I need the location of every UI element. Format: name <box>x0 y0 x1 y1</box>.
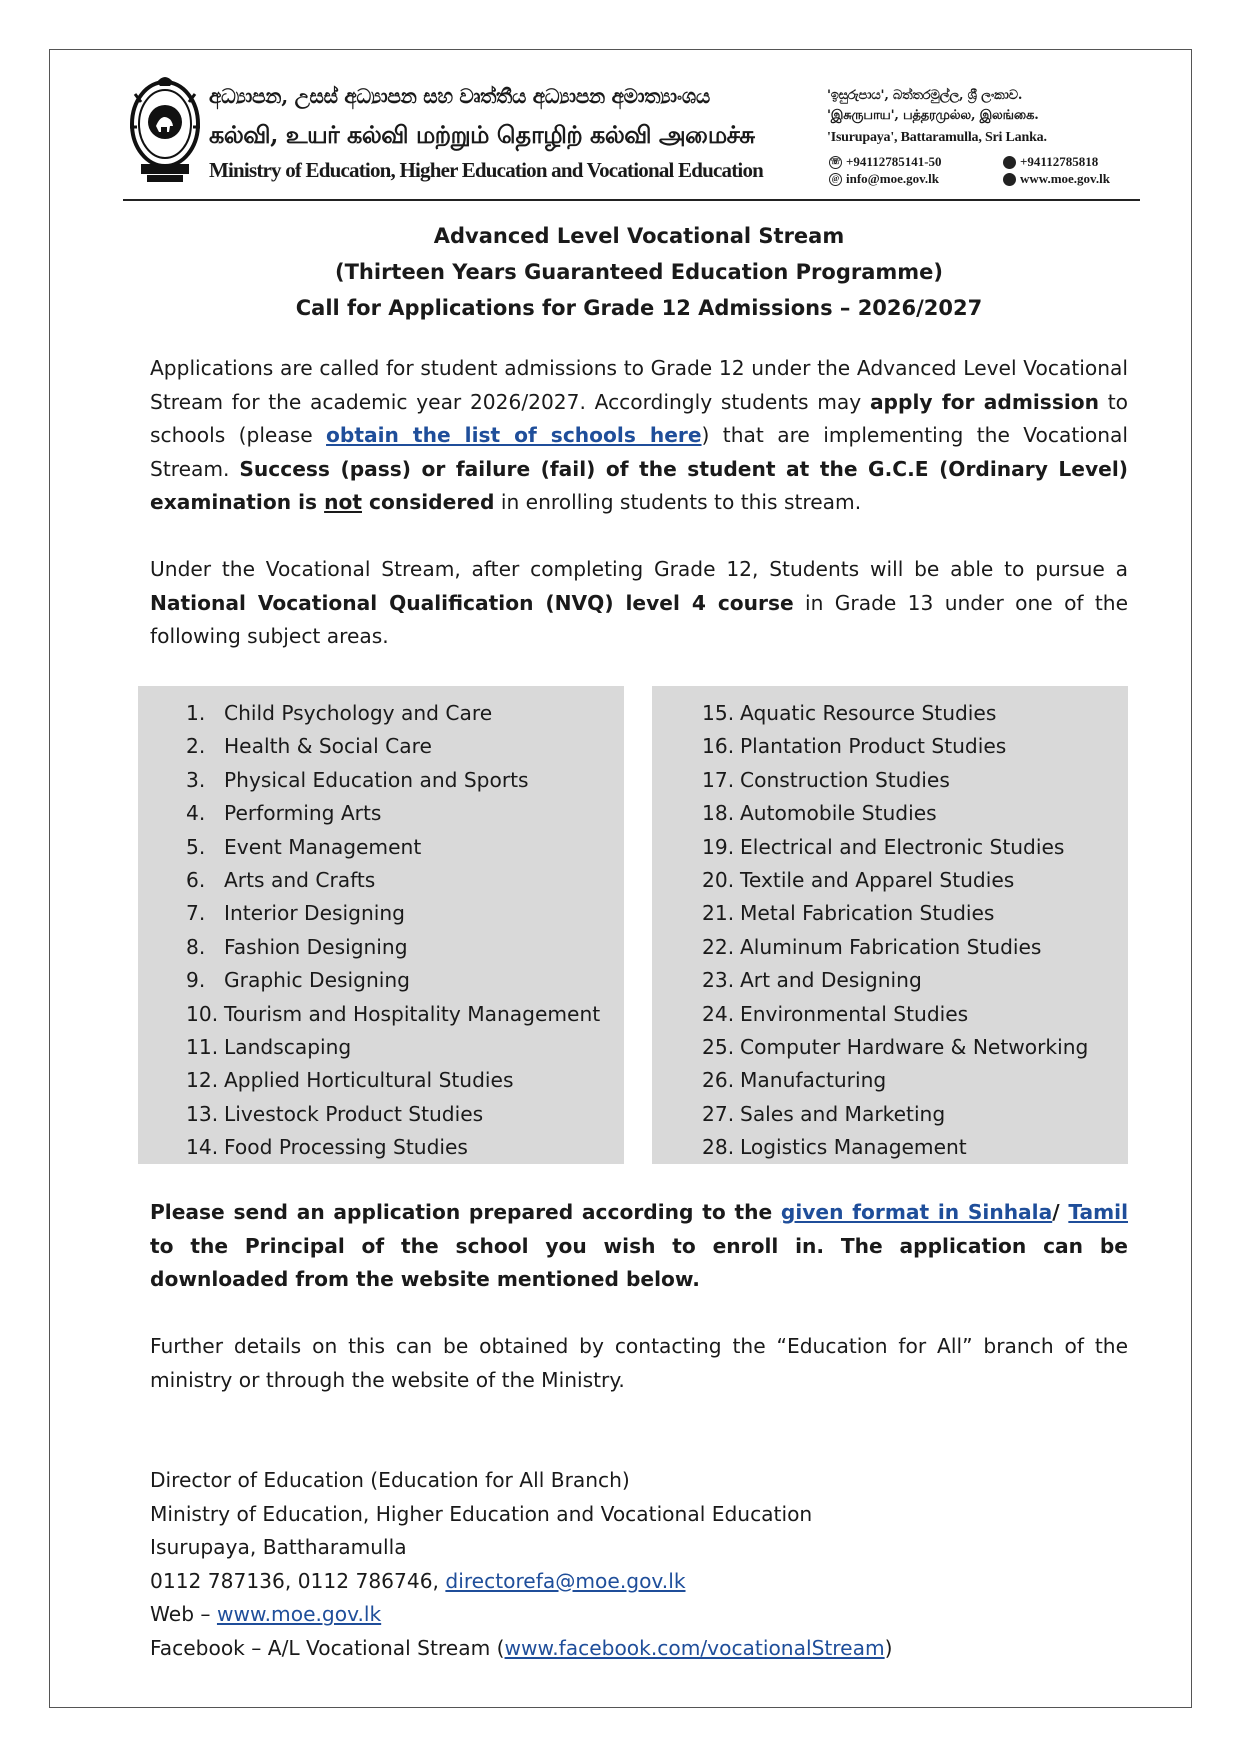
subject-item <box>186 1031 600 1064</box>
address-english: 'Isurupaya', Battaramulla, Sri Lanka. <box>827 130 1047 145</box>
subject-number: 10. <box>186 1001 219 1026</box>
subject-item <box>186 897 600 930</box>
sinhala-format-link[interactable]: given format in Sinhala <box>780 1200 1053 1224</box>
subject-item <box>702 998 1088 1031</box>
subject-name: Manufacturing <box>740 1068 887 1093</box>
intro-bold-considered: considered <box>362 490 495 514</box>
signature-ministry: Ministry of Education, Higher Education and Vocational Education <box>150 1501 813 1526</box>
subject-number: 19. <box>702 834 735 859</box>
subject-number: 25. <box>702 1034 735 1059</box>
subject-name: Livestock Product Studies <box>224 1101 484 1126</box>
call-heading: Call for Applications for Grade 12 Admissions – 2026/2027 <box>295 296 983 320</box>
subject-name: Metal Fabrication Studies <box>740 901 995 926</box>
intro-text-3: ) that are implementing the Vocational Stream. <box>150 423 1128 481</box>
fax-icon <box>1003 156 1016 169</box>
ministry-name-sinhala: අධ්‍යාපන, උසස් අධ්‍යාපන සහ වෘත්තීය අධ්‍යාපන අමාත්‍යාංශය <box>209 84 710 108</box>
tamil-format-link[interactable]: Tamil <box>1068 1200 1129 1224</box>
subject-number: 23. <box>702 968 735 993</box>
web-label: Web – <box>150 1602 217 1626</box>
subject-number: 13. <box>186 1101 219 1126</box>
ministry-name-english: Ministry of Education, Higher Education and Vocational Education <box>209 158 764 182</box>
letterhead-divider <box>123 199 1140 201</box>
signature-block <box>150 1464 1128 1665</box>
subject-item <box>186 998 600 1031</box>
subject-name: Performing Arts <box>224 801 382 826</box>
nvq-bold: National Vocational Qualification (NVQ) level 4 course <box>150 590 794 615</box>
subjects-left-box <box>138 686 624 1164</box>
subject-name: Electrical and Electronic Studies <box>740 834 1065 859</box>
subject-item <box>186 1098 600 1131</box>
subject-name: Arts and Crafts <box>224 867 376 892</box>
subject-name: Interior Designing <box>224 901 405 926</box>
subject-number: 12. <box>186 1068 219 1093</box>
signature-address: Isurupaya, Battharamulla <box>150 1535 407 1559</box>
subject-item <box>186 697 600 730</box>
facebook-link[interactable]: www.facebook.com/vocationalStream <box>504 1635 885 1660</box>
national-emblem-icon <box>127 72 203 186</box>
subject-number: 21. <box>702 901 735 926</box>
subject-number: 18. <box>702 801 735 826</box>
subject-number: 3. <box>186 767 206 792</box>
subject-number: 2. <box>186 734 206 759</box>
subject-name: Food Processing Studies <box>224 1135 468 1160</box>
ministry-name-tamil: கல்வி, உயர் கல்வி மற்றும் தொழிற் கல்வி அமைச்சு <box>209 120 755 149</box>
subject-number: 22. <box>702 934 735 959</box>
subject-item <box>702 831 1088 864</box>
subject-item <box>186 797 600 830</box>
intro-text-4: in enrolling students to this stream. <box>494 490 862 514</box>
subject-number: 8. <box>186 934 206 959</box>
page-subtitle: (Thirteen Years Guaranteed Education Programme) <box>335 260 943 284</box>
subject-item <box>186 1131 600 1164</box>
subject-item <box>702 931 1088 964</box>
signature-facebook-line <box>150 1632 1128 1666</box>
subject-item <box>702 897 1088 930</box>
format-separator: / <box>1052 1200 1069 1224</box>
subject-name: Art and Designing <box>740 968 922 993</box>
nvq-text-1: Under the Vocational Stream, after completing Grade 12, Students will be able to pursue a <box>150 557 1128 581</box>
subject-name: Physical Education and Sports <box>224 767 529 792</box>
subject-number: 9. <box>186 968 206 993</box>
schools-list-link[interactable]: obtain the list of schools here <box>326 423 702 447</box>
signature-title: Director of Education (Education for All Branch) <box>150 1468 630 1492</box>
subject-item <box>702 964 1088 997</box>
subject-name: Plantation Product Studies <box>740 734 1007 759</box>
letterhead <box>123 68 1140 204</box>
director-email-link[interactable]: directorefa@moe.gov.lk <box>445 1568 686 1593</box>
subject-name: Child Psychology and Care <box>224 701 493 725</box>
subject-name: Automobile Studies <box>740 801 937 826</box>
intro-bold-not: not <box>324 490 362 514</box>
subject-name: Fashion Designing <box>224 934 408 959</box>
nvq-paragraph <box>150 553 1128 654</box>
web-contact <box>1003 171 1110 187</box>
subject-number: 1. <box>186 701 206 725</box>
intro-bold-success: Success (pass) or failure (fail) of the student at the G.C.E (Ordinary Level) examination is <box>150 456 1128 514</box>
subject-name: Textile and Apparel Studies <box>740 867 1015 892</box>
subject-item <box>702 1098 1088 1131</box>
subject-name: Sales and Marketing <box>740 1101 946 1126</box>
fax-number: +94112785818 <box>1020 154 1099 169</box>
signature-contact-line <box>150 1565 1128 1599</box>
subject-item <box>702 1064 1088 1097</box>
subject-number: 4. <box>186 801 206 826</box>
subject-name: Aquatic Resource Studies <box>740 701 997 725</box>
subject-number: 14. <box>186 1135 219 1160</box>
nvq-text-2: in Grade 13 under one of the following subject areas. <box>150 590 1128 648</box>
subject-number: 5. <box>186 834 206 859</box>
phone-contact <box>829 154 942 170</box>
globe-icon <box>1003 173 1016 186</box>
facebook-close: ) <box>884 1635 893 1660</box>
subject-item <box>186 1064 600 1097</box>
subject-item <box>186 831 600 864</box>
subject-name: Health & Social Care <box>224 734 432 759</box>
subjects-left-list <box>186 697 600 1164</box>
address-sinhala: 'ඉසුරුපාය', බත්තරමුල්ල, ශ්‍රී ලංකාව. <box>827 88 1023 103</box>
email-contact <box>829 171 939 187</box>
subject-number: 15. <box>702 701 735 725</box>
moe-website-link[interactable]: www.moe.gov.lk <box>216 1602 382 1626</box>
subject-item <box>702 730 1088 763</box>
subject-item <box>186 931 600 964</box>
subject-number: 28. <box>702 1135 735 1160</box>
subject-name: Landscaping <box>224 1034 352 1059</box>
subject-number: 7. <box>186 901 206 926</box>
address-tamil: 'இசுருபாய', பத்தரமுல்ல, இலங்கை. <box>827 108 1039 123</box>
intro-text-1: Applications are called for student admissions to Grade 12 under the Advanced Level Vocational Stream for the academic year 2026/2027. Accordingly students may <box>150 356 1128 414</box>
email-address: info@moe.gov.lk <box>846 171 939 186</box>
subject-name: Event Management <box>224 834 422 859</box>
subject-name: Logistics Management <box>740 1135 967 1160</box>
subject-number: 11. <box>186 1034 219 1059</box>
intro-paragraph <box>150 352 1128 520</box>
web-address: www.moe.gov.lk <box>1020 171 1110 186</box>
subject-name: Construction Studies <box>740 767 950 792</box>
subject-number: 27. <box>702 1101 735 1126</box>
subject-item <box>186 764 600 797</box>
application-text-1: Please send an application prepared according to the <box>150 1200 781 1224</box>
intro-bold-apply: apply for admission <box>869 389 1100 414</box>
subject-item <box>702 697 1088 730</box>
facebook-label: Facebook – A/L Vocational Stream ( <box>150 1635 505 1660</box>
subjects-right-list <box>702 697 1088 1164</box>
further-details-paragraph: Further details on this can be obtained by contacting the “Education for All” branch of the ministry or through the website of the Ministry. <box>150 1334 1128 1392</box>
signature-phones: 0112 787136, 0112 786746, <box>150 1568 446 1593</box>
subject-number: 24. <box>702 1001 735 1026</box>
subject-name: Computer Hardware & Networking <box>740 1034 1089 1059</box>
fax-contact <box>1003 154 1098 170</box>
subject-item <box>186 964 600 997</box>
subject-name: Applied Horticultural Studies <box>224 1068 514 1093</box>
subject-name: Graphic Designing <box>224 968 410 993</box>
subject-name: Environmental Studies <box>740 1001 969 1026</box>
subject-number: 26. <box>702 1068 735 1093</box>
subject-item <box>702 864 1088 897</box>
subject-number: 16. <box>702 734 735 759</box>
phone-icon: ☏ <box>829 156 842 169</box>
subject-number: 20. <box>702 867 735 892</box>
subject-name: Tourism and Hospitality Management <box>224 1001 601 1026</box>
subject-number: 17. <box>702 767 735 792</box>
subject-item <box>702 1031 1088 1064</box>
page-title: Advanced Level Vocational Stream <box>433 224 845 248</box>
signature-web-line <box>150 1598 1128 1632</box>
subject-item <box>186 864 600 897</box>
application-paragraph <box>150 1196 1128 1297</box>
subject-item <box>702 764 1088 797</box>
subject-item <box>702 1131 1088 1164</box>
subject-item <box>702 797 1088 830</box>
intro-text-2: to schools (please <box>150 389 1128 447</box>
subject-number: 6. <box>186 867 206 892</box>
subject-name: Aluminum Fabrication Studies <box>740 934 1042 959</box>
subjects-right-box <box>652 686 1128 1164</box>
application-text-2: to the Principal of the school you wish to enroll in. The application can be downloaded from the website mentioned below. <box>150 1233 1128 1291</box>
subject-item <box>186 730 600 763</box>
phone-number: +94112785141-50 <box>846 154 942 169</box>
email-icon: @ <box>829 173 842 186</box>
